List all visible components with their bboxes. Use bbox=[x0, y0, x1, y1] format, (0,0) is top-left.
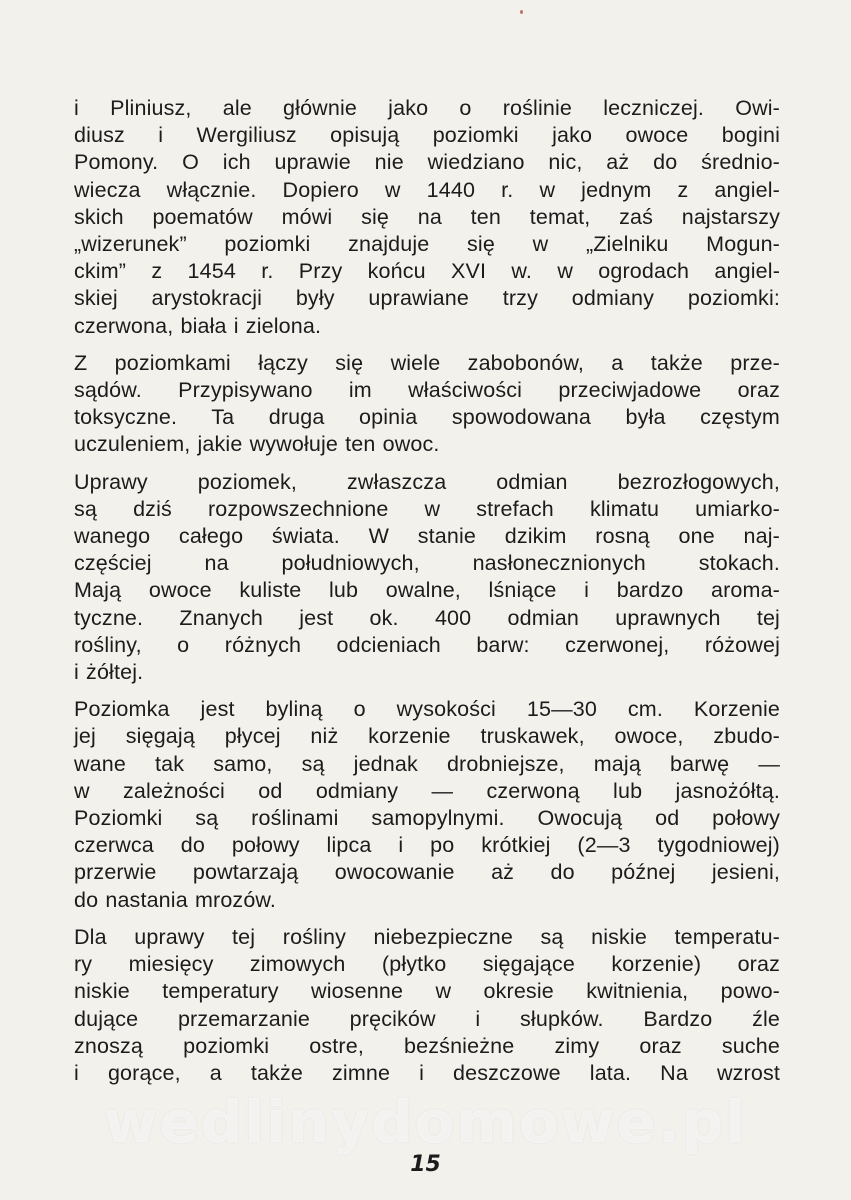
text-line: sądów. Przypisywano im właściwości przeciwjadowe oraz bbox=[74, 378, 780, 403]
text-line: ry miesięcy zimowych (płytko sięgające korzenie) oraz bbox=[74, 952, 780, 977]
text-line: wane tak samo, są jednak drobniejsze, mają barwę — bbox=[74, 751, 780, 776]
page-number: 15 bbox=[410, 1152, 441, 1177]
text-line: Z poziomkami łączy się wiele zabobonów, a także prze- bbox=[74, 350, 780, 375]
paragraph-4 bbox=[74, 696, 780, 914]
paragraph-2 bbox=[74, 350, 780, 459]
text-line: i żółtej. bbox=[74, 660, 144, 685]
text-line: diusz i Wergiliusz opisują poziomki jako owoce bogini bbox=[74, 123, 780, 148]
text-line: Uprawy poziomek, zwłaszcza odmian bezrozłogowych, bbox=[74, 469, 780, 494]
text-line: niskie temperatury wiosenne w okresie kwitnienia, powo- bbox=[74, 979, 780, 1004]
text-line: znoszą poziomki ostre, bezśnieżne zimy oraz suche bbox=[74, 1033, 780, 1058]
text-line: Pomony. O ich uprawie nie wiedziano nic, aż do średnio- bbox=[74, 150, 780, 175]
text-line: rośliny, o różnych odcieniach barw: czerwonej, różowej bbox=[74, 632, 780, 657]
ink-speck bbox=[520, 10, 523, 14]
text-line: skiej arystokracji były uprawiane trzy odmiany poziomki: bbox=[74, 286, 780, 311]
text-line: Poziomka jest byliną o wysokości 15—30 cm. Korzenie bbox=[74, 697, 780, 722]
text-line: Dla uprawy tej rośliny niebezpieczne są niskie temperatu- bbox=[74, 924, 780, 949]
text-line: „wizerunek” poziomki znajduje się w „Zielniku Mogun- bbox=[74, 232, 780, 257]
paragraph-1 bbox=[74, 95, 780, 340]
watermark: wedlinydomowe.pl bbox=[103, 1088, 748, 1156]
text-line: dujące przemarzanie pręcików i słupków. Bardzo źle bbox=[74, 1006, 780, 1031]
text-line: uczuleniem, jakie wywołuje ten owoc. bbox=[74, 432, 440, 457]
text-line: przerwie powtarzają owocowanie aż do późnej jesieni, bbox=[74, 860, 780, 885]
text-line: Mają owoce kuliste lub owalne, lśniące i bardzo aroma- bbox=[74, 578, 780, 603]
text-line: Poziomki są roślinami samopylnymi. Owocują od połowy bbox=[74, 806, 780, 831]
text-line: jej sięgają płycej niż korzenie truskawek, owoce, zbudo- bbox=[74, 724, 780, 749]
text-line: w zależności od odmiany — czerwoną lub jasnożółtą. bbox=[74, 778, 780, 803]
text-line: tyczne. Znanych jest ok. 400 odmian uprawnych tej bbox=[74, 605, 780, 630]
body-text bbox=[74, 95, 780, 1097]
paragraph-3 bbox=[74, 469, 780, 687]
text-line: czerwca do połowy lipca i po krótkiej (2—3 tygodniowej) bbox=[74, 833, 780, 858]
text-line: czerwona, biała i zielona. bbox=[74, 313, 322, 338]
text-line: toksyczne. Ta druga opinia spowodowana była częstym bbox=[74, 405, 780, 430]
text-line: skich poematów mówi się na ten temat, zaś najstarszy bbox=[74, 204, 780, 229]
text-line: do nastania mrozów. bbox=[74, 887, 277, 912]
text-line: wiecza włącznie. Dopiero w 1440 r. w jednym z angiel- bbox=[74, 177, 780, 202]
text-line: i Pliniusz, ale głównie jako o roślinie leczniczej. Owi- bbox=[74, 96, 780, 120]
text-line: ckim” z 1454 r. Przy końcu XVI w. w ogrodach angiel- bbox=[74, 259, 780, 284]
text-line: wanego całego świata. W stanie dzikim rosną one naj- bbox=[74, 524, 780, 549]
text-line: są dziś rozpowszechnione w strefach klimatu umiarko- bbox=[74, 496, 780, 521]
text-line: częściej na południowych, nasłonecznionych stokach. bbox=[74, 551, 780, 576]
text-line: i gorące, a także zimne i deszczowe lata. Na wzrost bbox=[74, 1060, 780, 1085]
paragraph-5 bbox=[74, 924, 780, 1087]
